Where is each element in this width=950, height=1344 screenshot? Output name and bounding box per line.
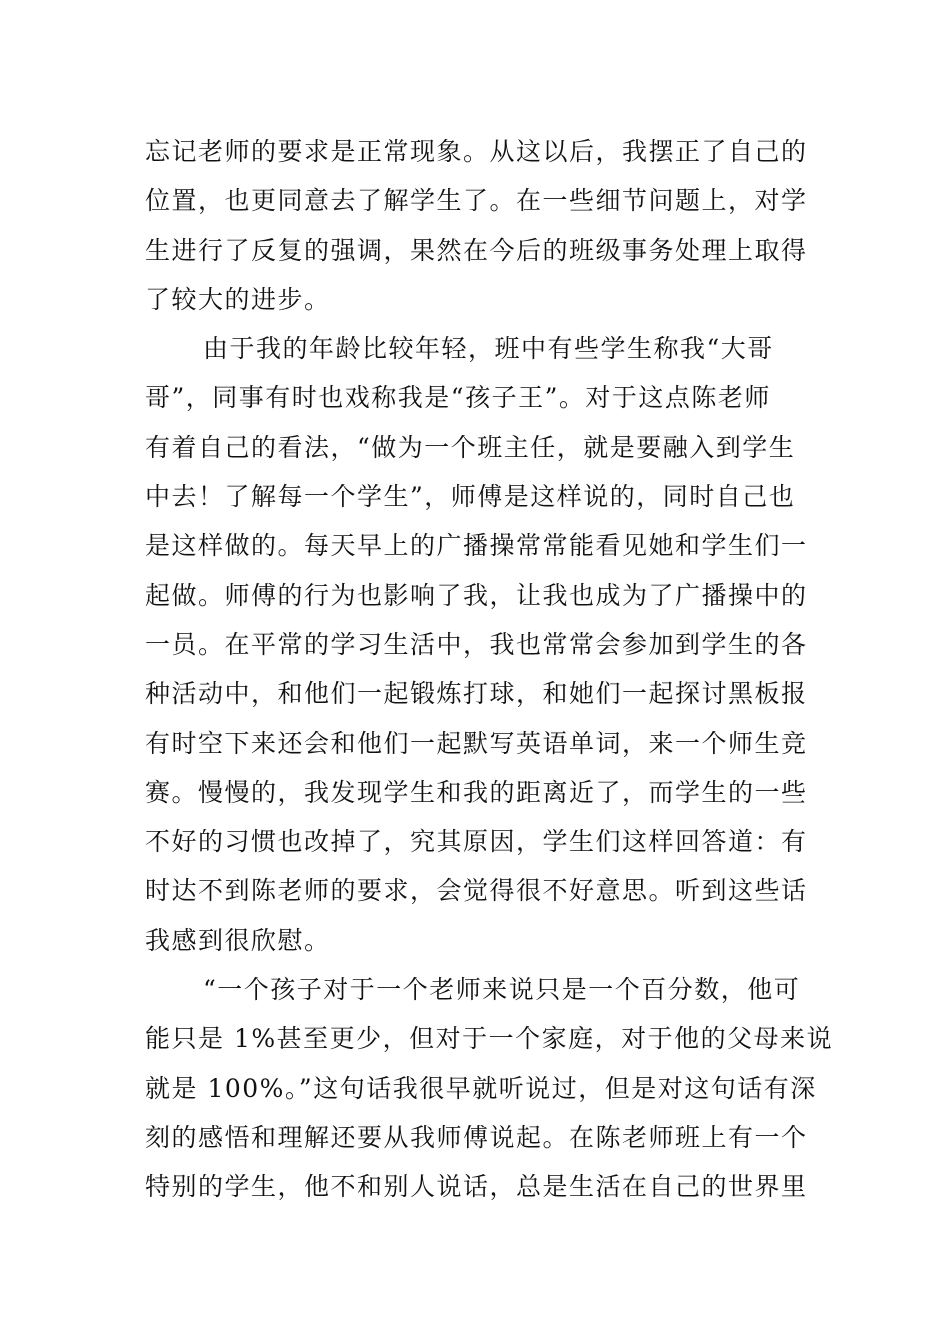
text-line: 特别的学生，他不和别人说话，总是生活在自己的世界里 bbox=[145, 1172, 808, 1202]
text-line: 有着自己的看法，“做为一个班主任，就是要融入到学生 bbox=[145, 432, 796, 462]
text-line: 一员。在平常的学习生活中，我也常常会参加到学生的各 bbox=[145, 629, 808, 659]
text-line: 就是 100%。”这句话我很早就听说过，但是对这句话有深 bbox=[145, 1073, 817, 1103]
text-line: 起做。师傅的行为也影响了我，让我也成为了广播操中的 bbox=[145, 580, 808, 610]
text-line: 我感到很欣慰。 bbox=[145, 925, 331, 955]
text-line: 忘记老师的要求是正常现象。从这以后，我摆正了自己的 bbox=[145, 137, 808, 166]
paragraph bbox=[145, 324, 810, 965]
text-line: 中去！了解每一个学生”，师傅是这样说的，同时自己也 bbox=[145, 482, 796, 512]
text-line: 了较大的进步。 bbox=[145, 284, 331, 314]
paragraph bbox=[145, 127, 810, 324]
text-line: 时达不到陈老师的要求，会觉得很不好意思。听到这些话 bbox=[145, 876, 808, 906]
text-line: 刻的感悟和理解还要从我师傅说起。在陈老师班上有一个 bbox=[145, 1122, 808, 1152]
document-body bbox=[145, 127, 834, 1212]
text-line: 赛。慢慢的，我发现学生和我的距离近了，而学生的一些 bbox=[145, 777, 808, 807]
paragraph bbox=[145, 965, 834, 1211]
text-line: “一个孩子对于一个老师来说只是一个百分数，他可 bbox=[203, 975, 801, 1005]
text-line: 能只是 1%甚至更少，但对于一个家庭，对于他的父母来说 bbox=[145, 1024, 834, 1054]
text-line: 有时空下来还会和他们一起默写英语单词，来一个师生竞 bbox=[145, 728, 808, 758]
text-line: 不好的习惯也改掉了，究其原因，学生们这样回答道：有 bbox=[145, 827, 808, 857]
text-line: 哥”，同事有时也戏称我是“孩子王”。对于这点陈老师 bbox=[145, 383, 771, 413]
text-line: 是这样做的。每天早上的广播操常常能看见她和学生们一 bbox=[145, 531, 808, 561]
text-line: 生进行了反复的强调，果然在今后的班级事务处理上取得 bbox=[145, 235, 808, 265]
text-line: 由于我的年龄比较年轻，班中有些学生称我“大哥 bbox=[203, 334, 774, 364]
text-line: 种活动中，和他们一起锻炼打球，和她们一起探讨黑板报 bbox=[145, 679, 808, 709]
text-line: 位置，也更同意去了解学生了。在一些细节问题上，对学 bbox=[145, 186, 808, 216]
